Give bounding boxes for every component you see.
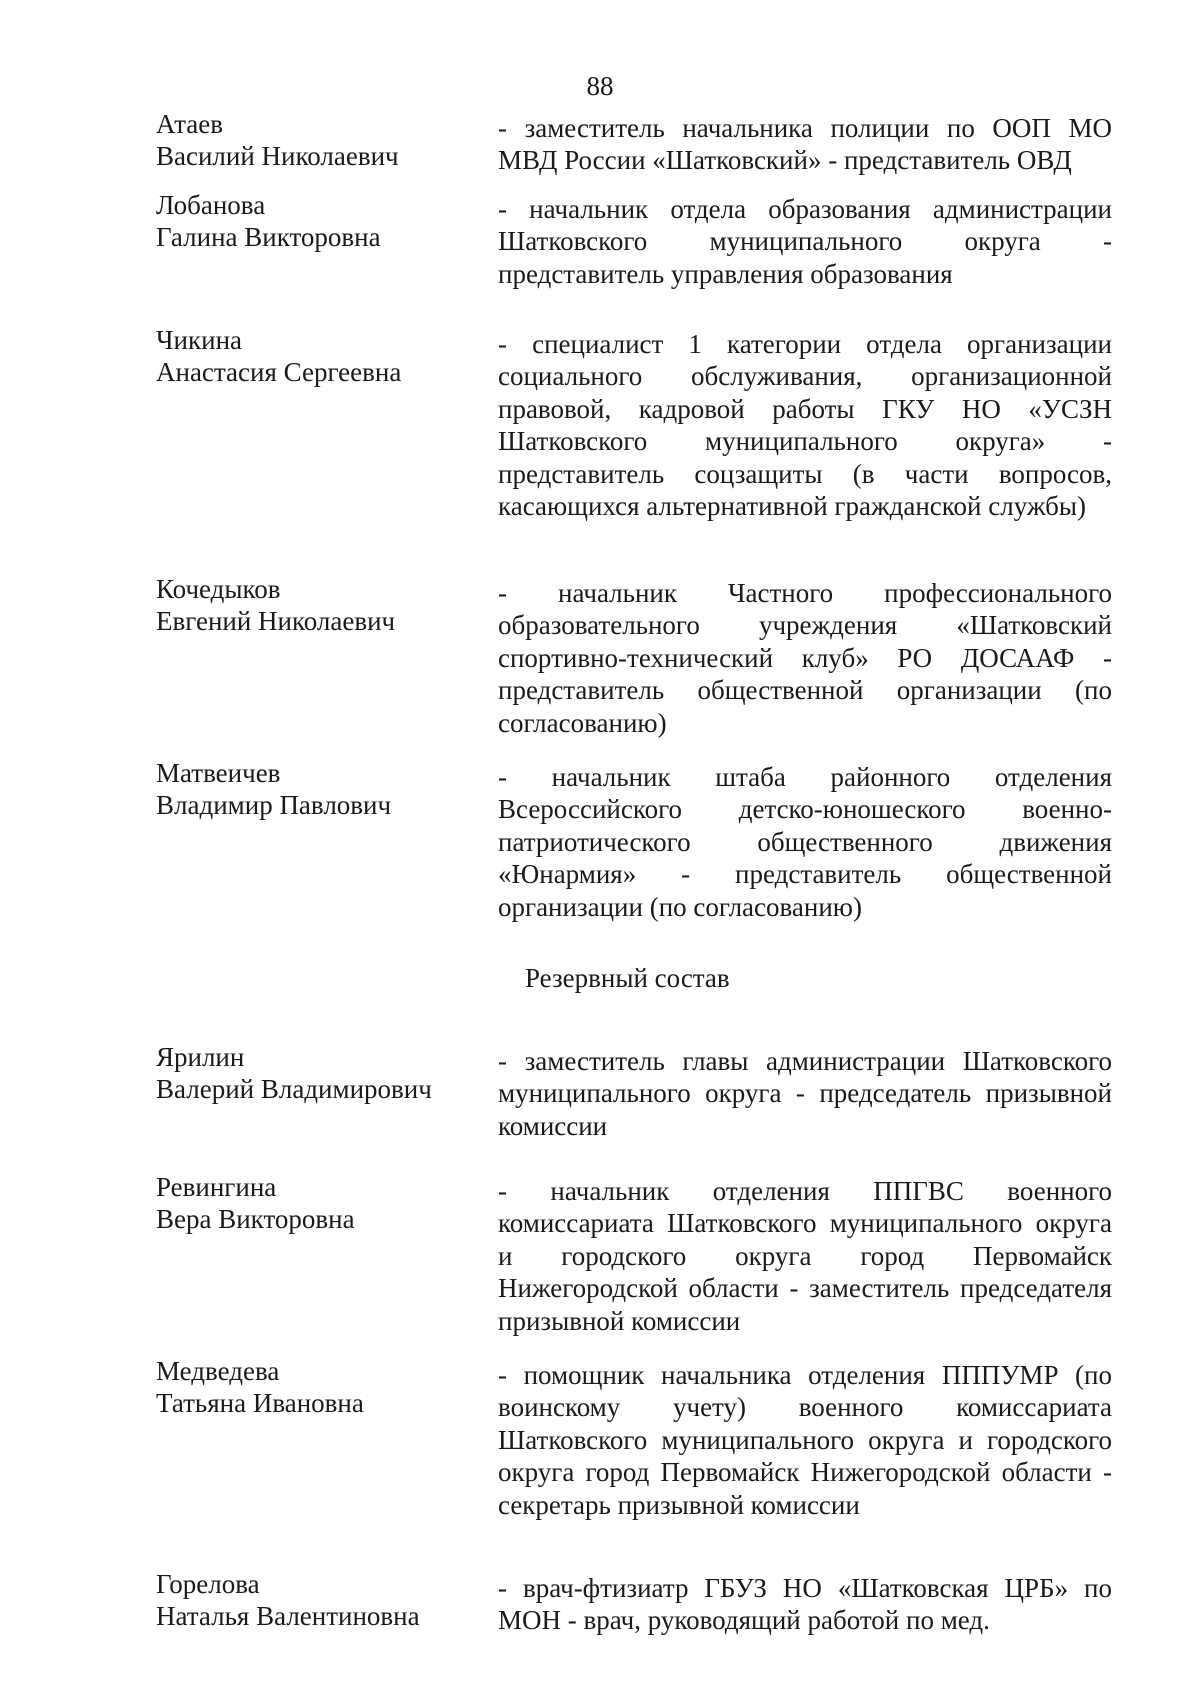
member-given-names: Наталья Валентиновна: [156, 1601, 420, 1631]
member-given-names: Евгений Николаевич: [156, 606, 396, 636]
member-surname: Кочедыков: [156, 574, 281, 604]
member-given-names: Вера Викторовна: [156, 1204, 355, 1234]
member-given-names: Владимир Павлович: [156, 790, 392, 820]
section-title: Резервный состав: [525, 963, 730, 993]
member-given-names: Татьяна Ивановна: [156, 1388, 364, 1418]
member-name: [156, 189, 476, 253]
member-surname: Медведева: [156, 1356, 280, 1386]
member-surname: Ревингина: [156, 1172, 277, 1202]
member-surname: Матвеичев: [156, 758, 281, 788]
member-surname: Ярилин: [156, 1042, 245, 1072]
member-surname: Атаев: [156, 109, 223, 139]
member-given-names: Галина Викторовна: [156, 222, 381, 252]
member-given-names: Анастасия Сергеевна: [156, 357, 402, 387]
member-role: - заместитель главы администрации Шатковского муниципального округа - председатель призывной комиссии: [498, 1046, 1112, 1141]
member-surname: Лобанова: [156, 190, 266, 220]
member-name: [156, 1568, 476, 1632]
page-number: 88: [586, 71, 614, 101]
member-role: - начальник штаба районного отделения Всероссийского детско-юношеского военно-патриотического общественного движения «Юнармия» - представитель общественной организации (по согласованию): [498, 762, 1112, 922]
member-role: - врач-фтизиатр ГБУЗ НО «Шатковская ЦРБ» по МОН - врач, руководящий работой по мед.: [498, 1573, 1112, 1636]
member-role: - специалист 1 категории отдела организации социального обслуживания, организационной правовой, кадровой работы ГКУ НО «УСЗН Шатковского муниципального округа» - представитель соцзащиты (в части вопросов, касающихся альтернативной гражданской службы): [498, 329, 1112, 522]
member-name: [156, 757, 476, 821]
member-name: [156, 573, 476, 637]
member-name: [156, 1171, 476, 1235]
member-role: - заместитель начальника полиции по ООП МО МВД России «Шатковский» - представитель ОВД: [498, 113, 1112, 176]
member-name: [156, 108, 476, 172]
member-name: [156, 324, 476, 388]
member-given-names: Валерий Владимирович: [156, 1074, 432, 1104]
member-surname: Чикина: [156, 325, 242, 355]
member-role: - помощник начальника отделения ПППУМР (по воинскому учету) военного комиссариата Шатковского муниципального округа и городского округа город Первомайск Нижегородской области - секретарь призывной комиссии: [498, 1360, 1112, 1520]
member-role: - начальник отделения ППГВС военного комиссариата Шатковского муниципального округа и городского округа город Первомайск Нижегородской области - заместитель председателя призывной комиссии: [498, 1176, 1112, 1336]
member-surname: Горелова: [156, 1569, 260, 1599]
member-name: [156, 1355, 476, 1419]
member-given-names: Василий Николаевич: [156, 141, 399, 171]
member-role: - начальник отдела образования администрации Шатковского муниципального округа - представитель управления образования: [498, 194, 1112, 289]
member-role: - начальник Частного профессионального образовательного учреждения «Шатковский спортивно-технический клуб» РО ДОСААФ - представитель общественной организации (по согласованию): [498, 578, 1112, 738]
member-name: [156, 1041, 476, 1105]
